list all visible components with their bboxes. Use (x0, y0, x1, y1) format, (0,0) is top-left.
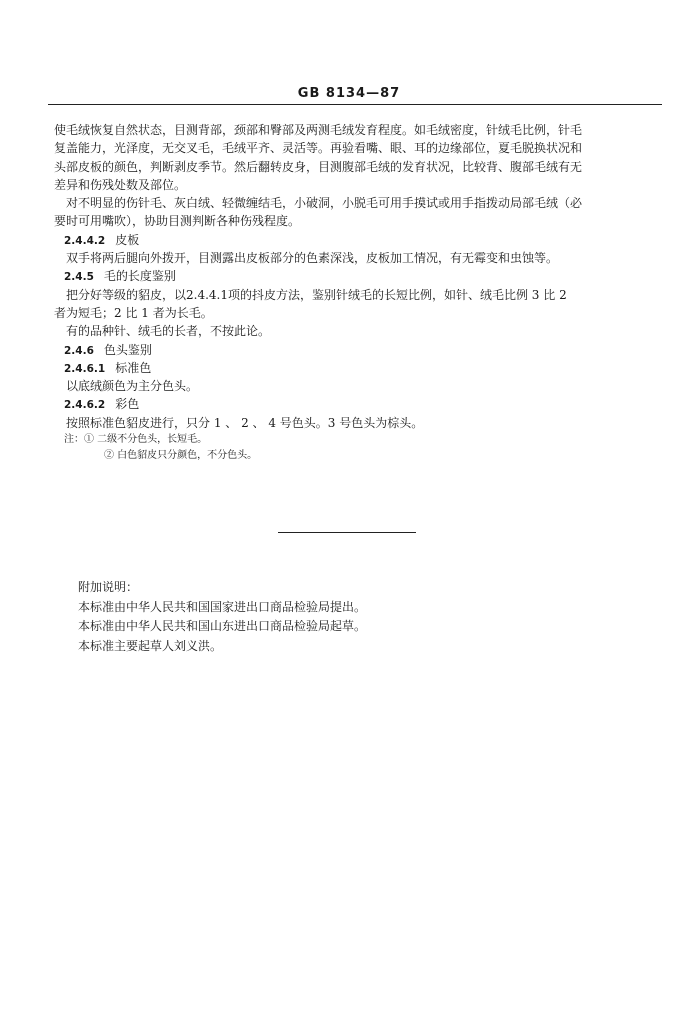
section-heading-2-4-4-2 (54, 231, 666, 249)
paragraph-line: 使毛绒恢复自然状态，目测背部，颈部和臀部及两测毛绒发育程度。如毛绒密度，针绒毛比例，针毛 (54, 123, 583, 137)
document-body (54, 121, 666, 464)
section-number: 2.4.4.2 (64, 234, 106, 247)
paragraph-line: 双手将两后腿向外拨开，目测露出皮板部分的色素深浅，皮板加工情况，有无霉变和虫蚀等。 (66, 251, 559, 266)
paragraph-line: 复盖能力，光泽度，无交叉毛，毛绒平齐、灵活等。再验看嘴、眼、耳的边缘部位，夏毛脱换状况和 (54, 141, 583, 156)
paragraph-line: 要时可用嘴吹），协助目测判断各种伤残程度。 (54, 214, 301, 229)
section-heading-2-4-6 (54, 341, 666, 359)
note-line: 注：① 二级不分色头，长短毛。 (64, 434, 208, 446)
paragraph-line: 者为短毛；2 比 1 者为长毛。 (54, 305, 213, 320)
addendum-line: 本标准由中华人民共和国山东进出口商品检验局起草。 (78, 619, 367, 633)
section-title: 彩色 (115, 397, 140, 412)
section-heading-2-4-5 (54, 267, 666, 285)
paragraph-line: 有的品种针、绒毛的长者，不按此论。 (66, 324, 271, 339)
section-number: 2.4.6 (64, 344, 94, 357)
addendum-line: 本标准主要起草人刘义洪。 (78, 638, 223, 653)
section-title: 毛的长度鉴别 (103, 269, 176, 284)
paragraph-line: 头部皮板的颜色，判断剥皮季节。然后翻转皮身，目测腹部毛绒的发育状况，比较背、腹部毛绒有无 (54, 159, 583, 174)
addendum-line: 本标准由中华人民共和国国家进出口商品检验局提出。 (78, 599, 367, 614)
addendum (78, 578, 638, 656)
section-title: 色头鉴别 (103, 342, 152, 357)
section-number: 2.4.6.2 (64, 399, 106, 412)
paragraph-line: 对不明显的伤针毛、灰白绒、轻微缠结毛，小破洞，小脱毛可用手摸试或用手指拨动局部毛绒（必 (66, 196, 583, 211)
addendum-title: 附加说明： (78, 580, 139, 594)
end-divider (278, 532, 416, 533)
page-header-standard-number: GB 8134—87 (297, 86, 401, 101)
header-divider (48, 104, 662, 105)
paragraph-line: 差异和伤残处数及部位。 (54, 177, 187, 192)
section-heading-2-4-6-1 (54, 359, 666, 377)
section-number: 2.4.5 (64, 271, 94, 284)
paragraph-line: 把分好等级的貂皮，以2.4.4.1项的抖皮方法，鉴别针绒毛的长短比例，如针、绒毛比例 3 比 2 (66, 287, 567, 302)
paragraph-line: 以底绒颜色为主分色头。 (66, 379, 199, 394)
section-number: 2.4.6.1 (64, 362, 106, 375)
section-heading-2-4-6-2 (54, 395, 666, 413)
section-title: 标准色 (115, 360, 152, 375)
paragraph-line: 按照标准色貂皮进行，只分 1 、 2 、 4 号色头。3 号色头为棕头。 (66, 415, 424, 430)
note-line: ② 白色貂皮只分颜色，不分色头。 (104, 450, 258, 462)
section-title: 皮板 (115, 232, 140, 247)
